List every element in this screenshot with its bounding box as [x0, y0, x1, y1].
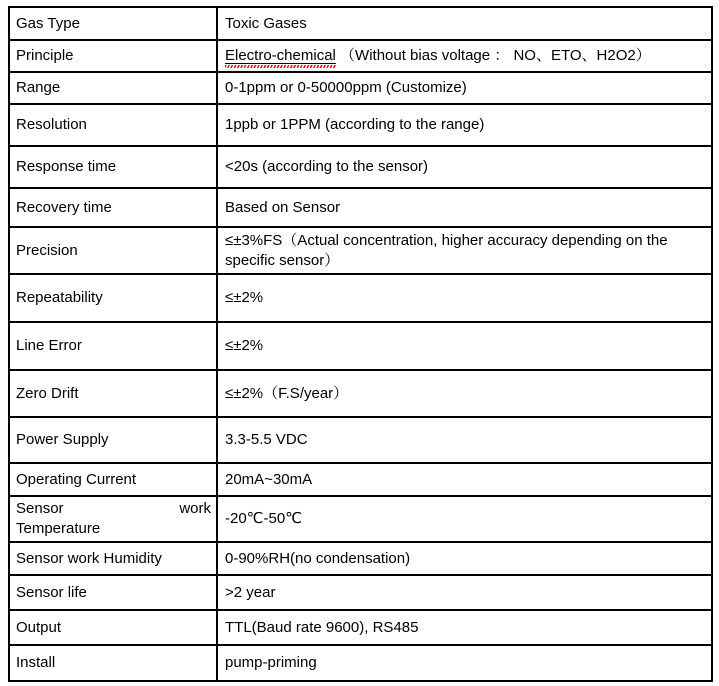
spec-value: Toxic Gases: [217, 7, 712, 40]
spec-value: <20s (according to the sensor): [217, 146, 712, 188]
table-row: [9, 645, 712, 681]
table-row: [9, 40, 712, 72]
table-row: [9, 417, 712, 463]
table-row: [9, 7, 712, 40]
spec-value: 0-1ppm or 0-50000ppm (Customize): [217, 72, 712, 104]
spec-table-body: [9, 7, 712, 681]
table-row: [9, 274, 712, 322]
spec-label: Sensor life: [9, 575, 217, 610]
table-row: [9, 542, 712, 575]
spec-label: Install: [9, 645, 217, 681]
spec-value: 0-90%RH(no condensation): [217, 542, 712, 575]
table-row: [9, 188, 712, 227]
spec-value: TTL(Baud rate 9600), RS485: [217, 610, 712, 645]
spec-value: ≤±2%（F.S/year）: [217, 370, 712, 417]
table-row: [9, 104, 712, 146]
spec-label: Gas Type: [9, 7, 217, 40]
spec-value: >2 year: [217, 575, 712, 610]
spec-value: 20mA~30mA: [217, 463, 712, 496]
spec-label: Range: [9, 72, 217, 104]
spec-value: pump-priming: [217, 645, 712, 681]
specifications-table: [8, 6, 713, 682]
spec-label: Zero Drift: [9, 370, 217, 417]
spec-value: 1ppb or 1PPM (according to the range): [217, 104, 712, 146]
table-row: [9, 72, 712, 104]
spec-label: Sensor work Humidity: [9, 542, 217, 575]
spec-value: ≤±3%FS（Actual concentration, higher accuracy depending on the specific sensor）: [217, 227, 712, 274]
spec-label: Recovery time: [9, 188, 217, 227]
spec-label: Power Supply: [9, 417, 217, 463]
spec-label: Operating Current: [9, 463, 217, 496]
spec-value: ≤±2%: [217, 274, 712, 322]
spec-label: Repeatability: [9, 274, 217, 322]
spec-value: 3.3-5.5 VDC: [217, 417, 712, 463]
table-row: [9, 322, 712, 370]
spec-label: Output: [9, 610, 217, 645]
misspelled-word: Electro-chemical: [225, 47, 336, 64]
table-row: [9, 463, 712, 496]
spec-label: Principle: [9, 40, 217, 72]
spec-label: Sensor work Temperature: [9, 496, 217, 542]
table-row: [9, 146, 712, 188]
spec-label: Line Error: [9, 322, 217, 370]
table-row: [9, 227, 712, 274]
spec-label: Precision: [9, 227, 217, 274]
table-row: [9, 496, 712, 542]
table-row: [9, 575, 712, 610]
spec-value: ≤±2%: [217, 322, 712, 370]
spec-value: Based on Sensor: [217, 188, 712, 227]
table-row: [9, 370, 712, 417]
spec-label: Response time: [9, 146, 217, 188]
spec-value: Electro-chemical （Without bias voltage ： NO、ETO、H2O2）: [217, 40, 712, 72]
spec-value: -20℃-50℃: [217, 496, 712, 542]
table-row: [9, 610, 712, 645]
spec-label: Resolution: [9, 104, 217, 146]
